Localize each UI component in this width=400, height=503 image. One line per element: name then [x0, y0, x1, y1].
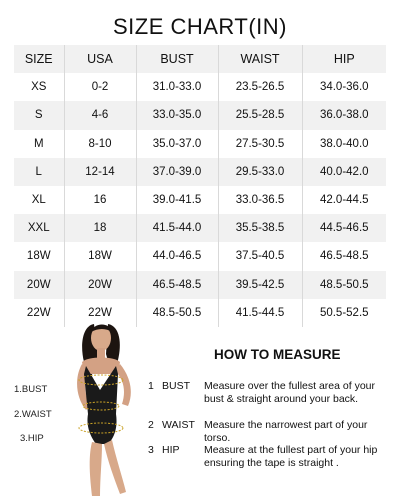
table-row: [14, 271, 386, 299]
cell-size: XL: [14, 186, 64, 214]
cell-hip: 38.0-40.0: [319, 137, 369, 150]
table-row: [14, 158, 386, 186]
cell-usa: 0-2: [64, 73, 136, 101]
cell-waist: 23.5-26.5: [218, 73, 302, 101]
cell-waist: 25.5-28.5: [218, 101, 302, 129]
cell-bust: 46.5-48.5: [136, 271, 218, 299]
figure-label-bust: 1.BUST: [14, 384, 48, 395]
cell-hip: 40.0-42.0: [319, 165, 369, 178]
step-description: Measure at the fullest part of your hip ensuring the tape is straight .: [204, 444, 378, 469]
cell-size: S: [14, 101, 64, 129]
cell-hip: 34.0-36.0: [319, 81, 369, 94]
table-row: [14, 186, 386, 214]
table-row: [14, 73, 386, 101]
header-hip: HIP: [333, 52, 355, 67]
step-name: WAIST: [162, 419, 195, 431]
step-description: Measure over the fullest area of your bust & straight around your back.: [204, 380, 376, 405]
step-number: 1: [148, 380, 154, 392]
figure-label-hip: 3.HIP: [20, 433, 44, 444]
cell-usa: 22W: [64, 299, 136, 327]
cell-size: XS: [14, 73, 64, 101]
table-row: [14, 242, 386, 270]
cell-size: 20W: [14, 271, 64, 299]
figure-label-waist: 2.WAIST: [14, 409, 52, 420]
cell-hip: 50.5-52.5: [319, 306, 369, 319]
cell-usa: 16: [64, 186, 136, 214]
header-waist: WAIST: [218, 45, 302, 73]
cell-usa: 12-14: [64, 158, 136, 186]
cell-usa: 20W: [64, 271, 136, 299]
cell-hip: 36.0-38.0: [319, 109, 369, 122]
cell-bust: 31.0-33.0: [136, 73, 218, 101]
step-description: Measure the narrowest part of your torso.: [204, 419, 368, 444]
cell-bust: 41.5-44.0: [136, 214, 218, 242]
step-name: BUST: [162, 380, 191, 392]
cell-bust: 35.0-37.0: [136, 130, 218, 158]
cell-usa: 8-10: [64, 130, 136, 158]
cell-usa: 4-6: [64, 101, 136, 129]
header-bust: BUST: [136, 45, 218, 73]
cell-size: 22W: [14, 299, 64, 327]
how-to-measure-title: HOW TO MEASURE: [214, 347, 341, 362]
chart-title: SIZE CHART(IN): [112, 14, 288, 39]
model-figure: [64, 318, 154, 498]
cell-bust: 33.0-35.0: [136, 101, 218, 129]
step-name: HIP: [162, 444, 180, 456]
cell-bust: 44.0-46.5: [136, 242, 218, 270]
header-usa: USA: [64, 45, 136, 73]
model-illustration: [64, 318, 154, 498]
cell-waist: 27.5-30.5: [218, 130, 302, 158]
cell-size: M: [14, 130, 64, 158]
size-table: [14, 45, 386, 327]
cell-waist: 37.5-40.5: [218, 242, 302, 270]
cell-size: L: [14, 158, 64, 186]
cell-hip: 46.5-48.5: [319, 250, 369, 263]
cell-bust: 37.0-39.0: [136, 158, 218, 186]
header-size: SIZE: [14, 45, 64, 73]
table-row: [14, 214, 386, 242]
cell-waist: 39.5-42.5: [218, 271, 302, 299]
step-number: 3: [148, 444, 154, 456]
cell-bust: 48.5-50.5: [136, 299, 218, 327]
cell-usa: 18W: [64, 242, 136, 270]
cell-size: XXL: [14, 214, 64, 242]
table-row: [14, 130, 386, 158]
cell-waist: 29.5-33.0: [218, 158, 302, 186]
cell-waist: 35.5-38.5: [218, 214, 302, 242]
cell-usa: 18: [64, 214, 136, 242]
step-number: 2: [148, 419, 154, 431]
table-row: [14, 101, 386, 129]
cell-hip: 44.5-46.5: [319, 222, 369, 235]
cell-bust: 39.0-41.5: [136, 186, 218, 214]
cell-hip: 42.0-44.5: [319, 194, 369, 207]
cell-hip: 48.5-50.5: [319, 278, 369, 291]
cell-size: 18W: [14, 242, 64, 270]
cell-waist: 41.5-44.5: [218, 299, 302, 327]
cell-waist: 33.0-36.5: [218, 186, 302, 214]
table-header-row: [14, 45, 386, 73]
